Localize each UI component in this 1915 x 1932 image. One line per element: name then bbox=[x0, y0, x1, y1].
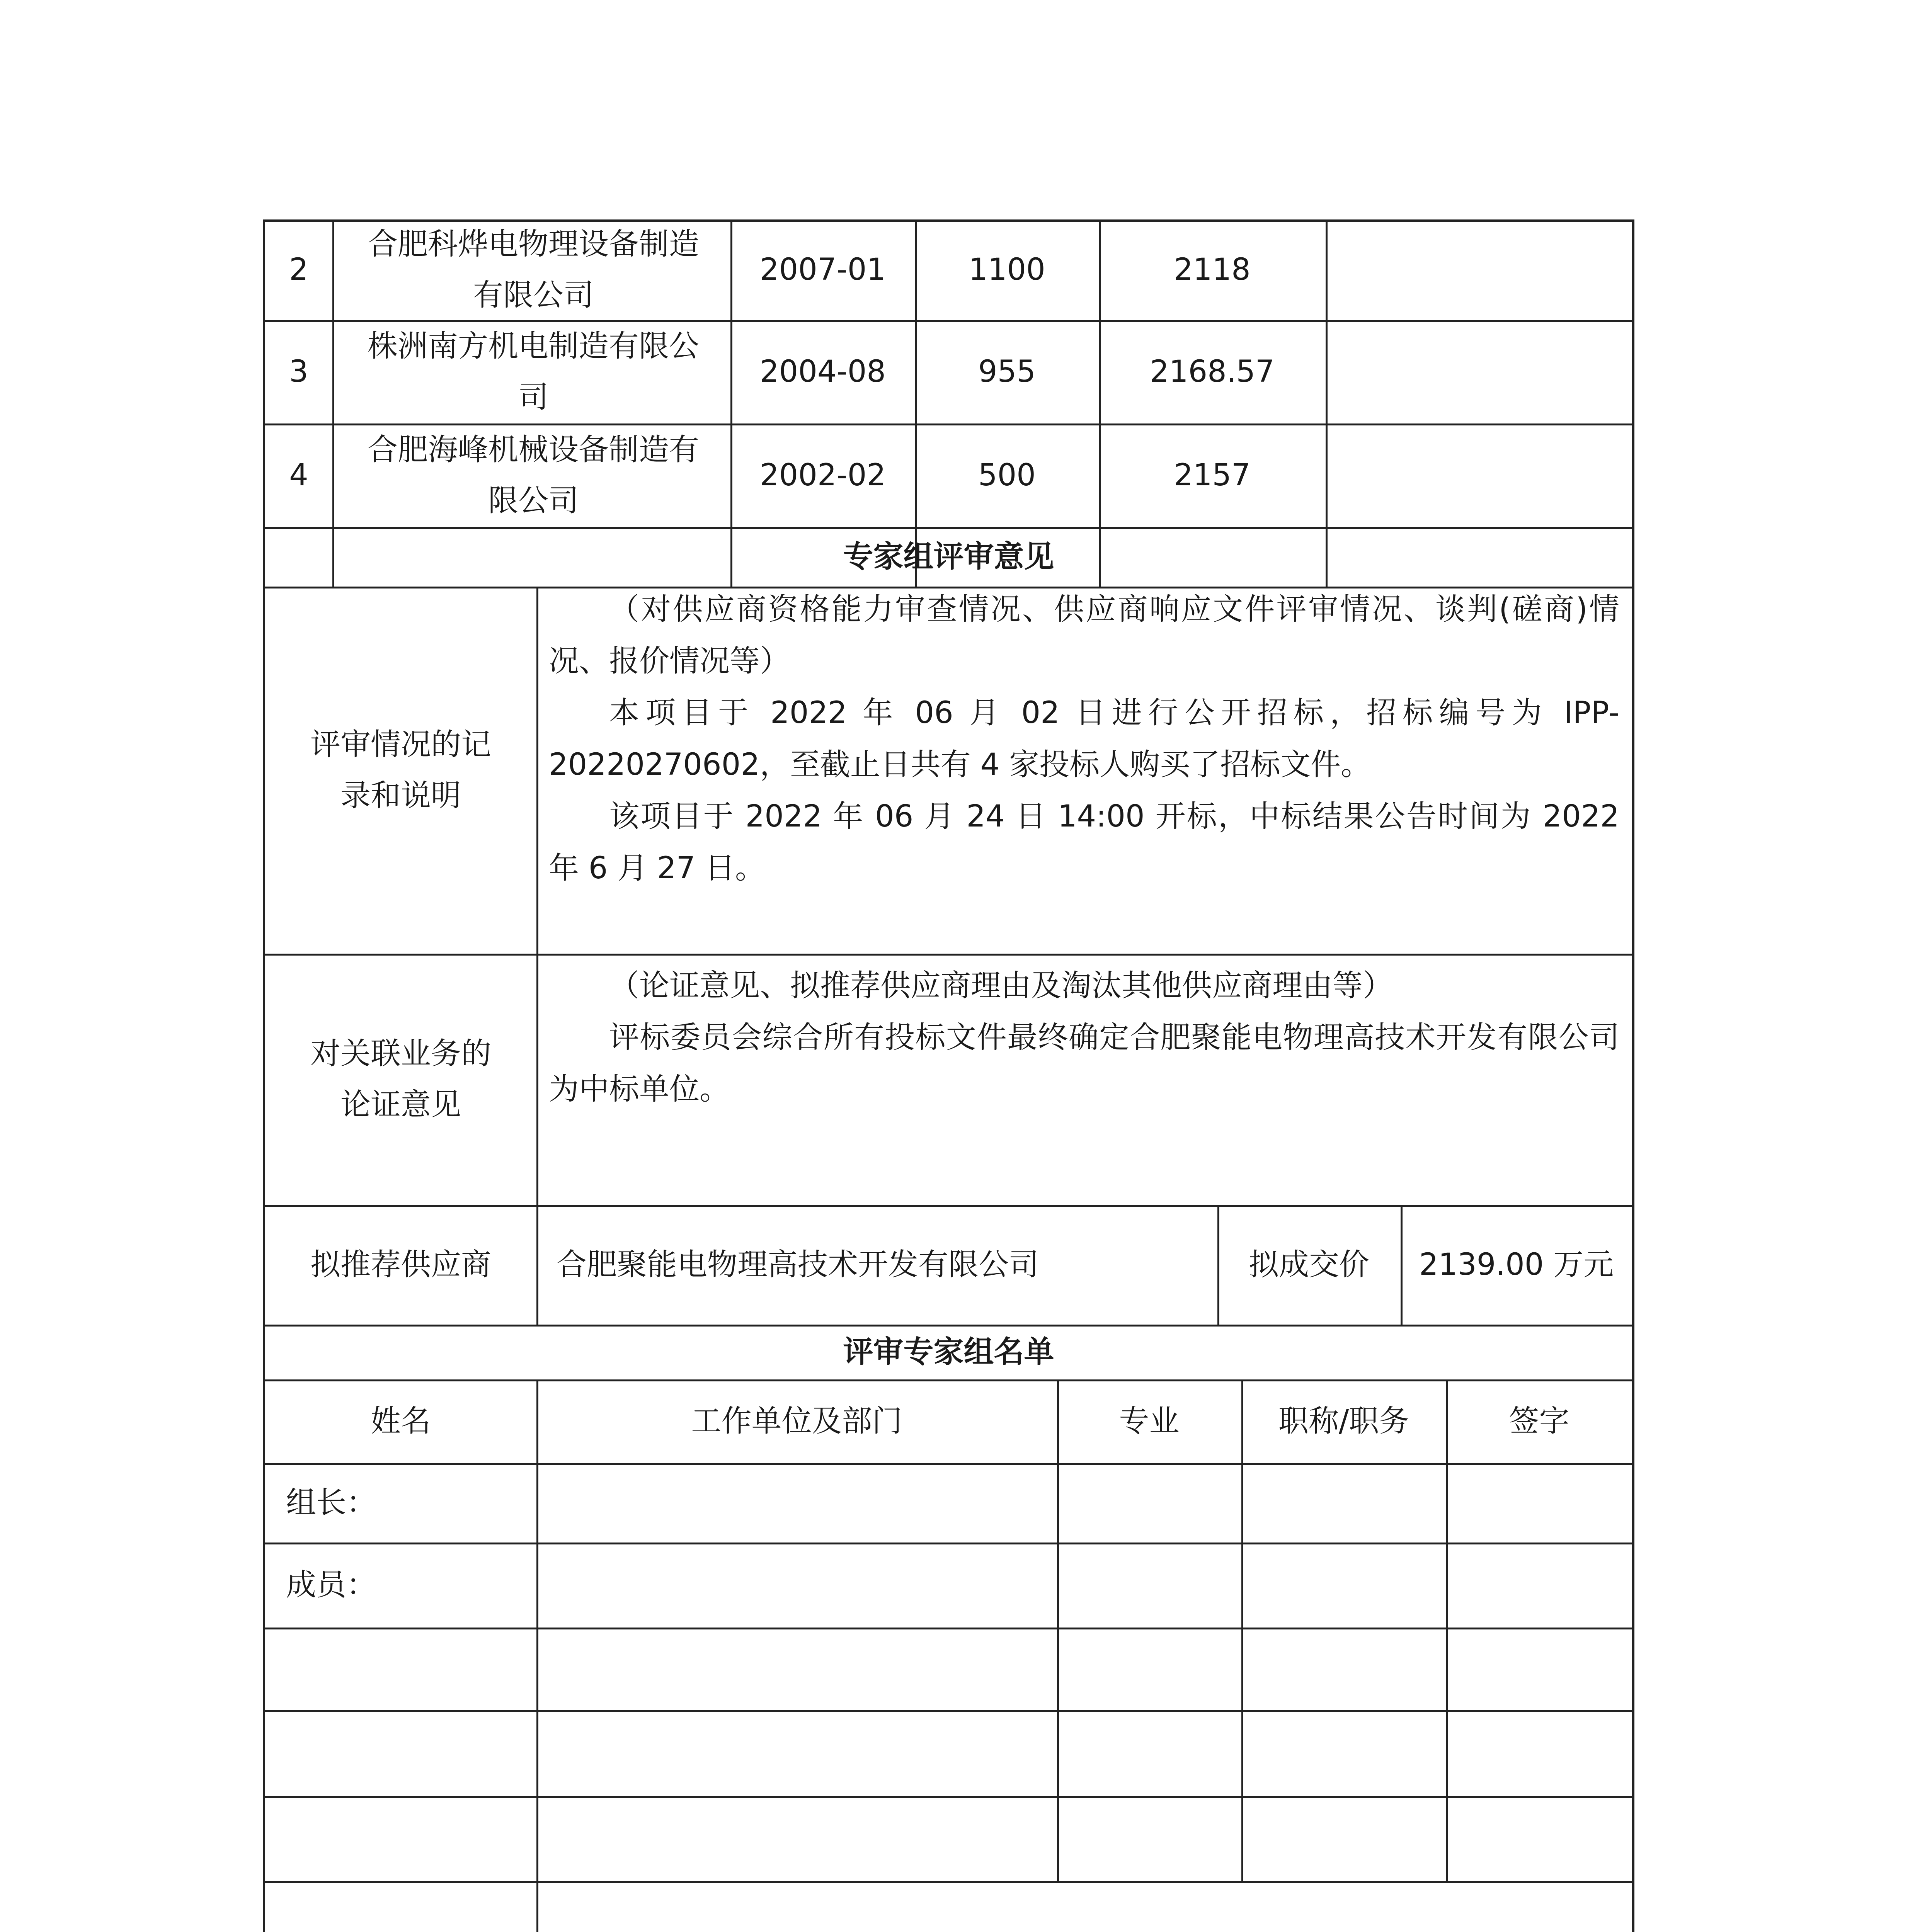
expert-row-major bbox=[1057, 1710, 1241, 1796]
expert-row-major bbox=[1057, 1463, 1241, 1543]
expert-header-unit: 工作单位及部门 bbox=[691, 1404, 902, 1439]
expert-row-sign bbox=[1446, 1543, 1632, 1628]
bidder-capital: 500 bbox=[978, 458, 1036, 493]
bidder-name: 合肥科烨电物理设备制造有限公司 bbox=[367, 227, 699, 313]
bidder-number: 2 bbox=[289, 252, 308, 287]
expert-row-sign bbox=[1446, 1710, 1632, 1796]
expert-row-unit bbox=[536, 1796, 1057, 1881]
bidder-number: 4 bbox=[289, 458, 308, 493]
argument-label: 对关联业务的论证意见 bbox=[310, 1036, 491, 1122]
bidder-date: 2004-08 bbox=[760, 354, 886, 389]
expert-row-major bbox=[1057, 1628, 1241, 1710]
argument-text: 评标委员会综合所有投标文件最终确定合肥聚能电物理高技术开发有限公司为中标单位。 bbox=[549, 1020, 1619, 1107]
approval-label bbox=[265, 1881, 536, 1932]
expert-row-sign bbox=[1446, 1796, 1632, 1881]
expert-row-title bbox=[1241, 1710, 1446, 1796]
expert-row-title bbox=[1241, 1543, 1446, 1628]
bidder-capital: 955 bbox=[978, 354, 1036, 389]
expert-header-sign: 签字 bbox=[1509, 1404, 1569, 1439]
bidder-capital: 1100 bbox=[969, 252, 1045, 287]
expert-header-name: 姓名 bbox=[370, 1404, 431, 1439]
expert-row-title bbox=[1241, 1628, 1446, 1710]
expert-row-title bbox=[1241, 1463, 1446, 1543]
supplier-value: 合肥聚能电物理高技术开发有限公司 bbox=[557, 1247, 1039, 1282]
record-content bbox=[549, 583, 1619, 894]
expert-row-major bbox=[1057, 1796, 1241, 1881]
expert-row-unit bbox=[536, 1463, 1057, 1543]
expert-row-unit bbox=[536, 1628, 1057, 1710]
record-paragraph: 该项目于 2022 年 06 月 24 日 14:00 开标，中标结果公告时间为 2022 年 6 月 27 日。 bbox=[549, 799, 1619, 886]
bidder-remark bbox=[1326, 423, 1632, 527]
section-title-experts: 评审专家组名单 bbox=[843, 1335, 1054, 1369]
expert-row-unit bbox=[536, 1710, 1057, 1796]
section-title-opinion: 专家组评审意见 bbox=[843, 539, 1054, 574]
bidder-remark bbox=[1326, 320, 1632, 423]
expert-row-unit bbox=[536, 1543, 1057, 1628]
bidder-name: 合肥海峰机械设备制造有限公司 bbox=[367, 432, 699, 518]
handwritten-approval bbox=[719, 1924, 920, 1932]
bidder-number: 3 bbox=[289, 354, 308, 389]
expert-row-name bbox=[286, 1710, 533, 1796]
expert-row-name bbox=[286, 1628, 533, 1710]
expert-row-name: 组长： bbox=[286, 1485, 377, 1520]
expert-row-sign bbox=[1446, 1463, 1632, 1543]
expert-row-title bbox=[1241, 1796, 1446, 1881]
expert-row-sign bbox=[1446, 1628, 1632, 1710]
bidder-price: 2168.57 bbox=[1150, 354, 1275, 389]
bidder-price: 2118 bbox=[1174, 252, 1251, 287]
table-rule bbox=[536, 587, 538, 1325]
argument-content bbox=[549, 960, 1619, 1115]
expert-row-major bbox=[1057, 1543, 1241, 1628]
bidder-date: 2007-01 bbox=[760, 252, 886, 287]
record-hint: （对供应商资格能力审查情况、供应商响应文件评审情况、谈判(磋商)情况、报价情况等） bbox=[549, 592, 1619, 679]
expert-header-title: 职称/职务 bbox=[1278, 1404, 1409, 1439]
record-label: 评审情况的记录和说明 bbox=[310, 727, 491, 813]
price-value: 2139.00 万元 bbox=[1419, 1247, 1614, 1282]
expert-header-major: 专业 bbox=[1119, 1404, 1180, 1439]
bidder-date: 2002-02 bbox=[760, 458, 886, 493]
record-paragraph: 本项目于 2022 年 06 月 02 日进行公开招标，招标编号为 IPP-20220270602，至截止日共有 4 家投标人购买了招标文件。 bbox=[549, 696, 1619, 782]
expert-row-name bbox=[286, 1796, 533, 1881]
bidder-price: 2157 bbox=[1174, 458, 1251, 493]
argument-hint: （论证意见、拟推荐供应商理由及淘汰其他供应商理由等） bbox=[609, 968, 1393, 1003]
bidder-remark bbox=[1326, 219, 1632, 320]
bidder-name: 株洲南方机电制造有限公司 bbox=[367, 329, 699, 415]
expert-row-name: 成员： bbox=[286, 1568, 377, 1602]
price-label: 拟成交价 bbox=[1248, 1247, 1369, 1282]
supplier-label: 拟推荐供应商 bbox=[310, 1247, 491, 1282]
